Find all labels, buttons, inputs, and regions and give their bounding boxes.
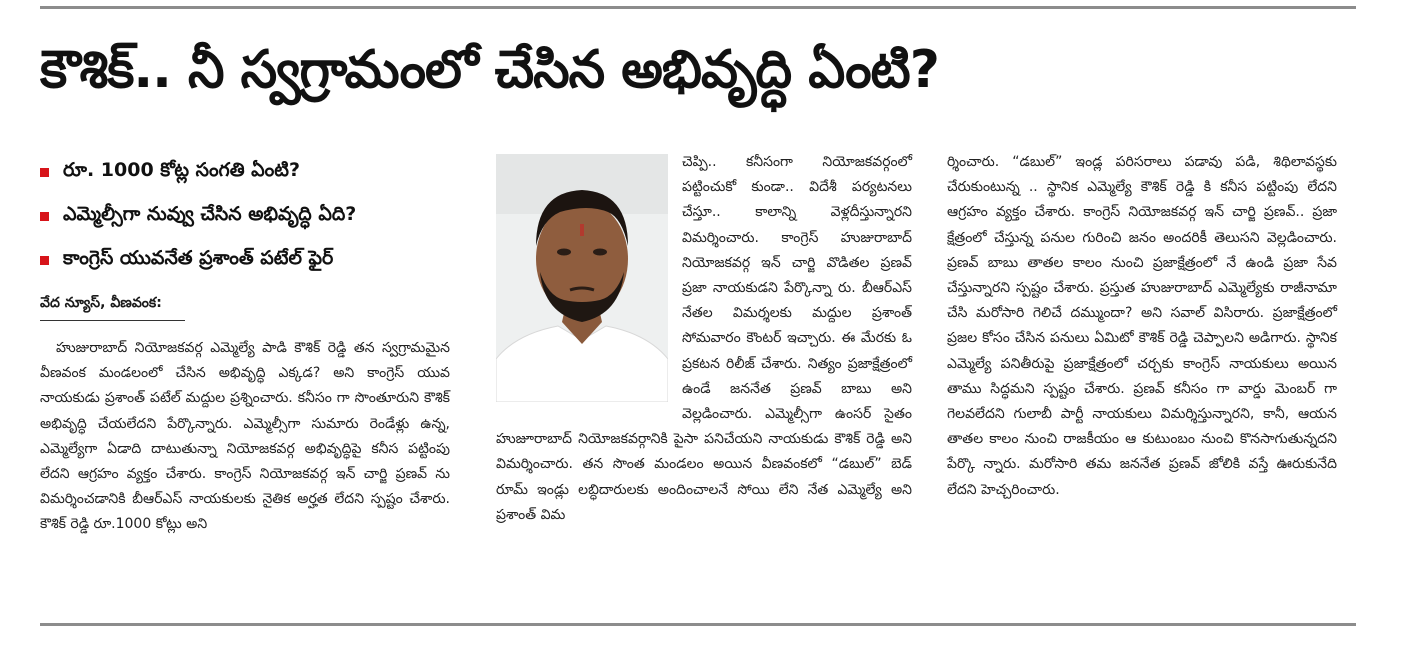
top-rule <box>40 6 1356 9</box>
red-square-bullet-icon <box>40 212 49 221</box>
subheadline-item <box>40 150 480 194</box>
subheadline-list <box>40 150 480 282</box>
article-column-1: హుజురాబాద్ నియోజకవర్గ ఎమ్మెల్యే పాడి కౌశిక్ రెడ్డి తన స్వగ్రామమైన వీణవంక మండలంలో చేసిన అభివృద్ధి ఎక్కడ? అని కాంగ్రెస్ యువ నాయకుడు ప్రశాంత్ పటేల్ మద్దుల ప్రశ్నించారు. కనీసం గా సొంతూరుని కౌశిక్ అభివృద్ధి చేయలేదని పేర్కొన్నారు. ఎమ్మెల్సీగా సుమారు రెండేళ్లు ఉన్న, ఎమ్మెల్యేగా ఏడాది దాటుతున్నా నియోజకవర్గ అభివృద్ధిపై కనీస పట్టింపు లేదని ఆగ్రహం వ్యక్తం చేశారు. కాంగ్రెస్ నియోజకవర్గ ఇన్ చార్జి ప్రణవ్ ను విమర్శించడానికి బీఆర్ఎస్ నాయకులకు నైతిక అర్హత లేదని స్పష్టం చేశారు. కౌశిక్ రెడ్డి రూ.1000 కోట్లు అని <box>40 340 450 533</box>
article-column-2-text: చెప్పి.. కనీసంగా నియోజకవర్గంలో పట్టించుకో కుండా.. విదేశీ పర్యటనలు చేస్తూ.. కాలాన్ని వెళ్లదీస్తున్నారని విమర్శించారు. కాంగ్రెస్ హుజురాబాద్ నియోజకవర్గ ఇన్ చార్జి వొడితల ప్రణవ్ ప్రజా నాయకుడని పేర్కొన్నా రు. బీఆర్ఎస్ నేతల విమర్శలకు మద్దుల ప్రశాంత్ సోమవారం కౌంటర్ ఇచ్చారు. ఈ మేరకు ఓ ప్రకటన రిలీజ్ చేశారు. నిత్యం ప్రజాక్షేత్రంలో ఉండే జననేత ప్రణవ్ బాబు అని వెల్లడించారు. ఎమ్మెల్సీగా ఉంసర్ సైతం హుజూరాబాద్ నియోజకవర్గానికి పైసా పనిచేయని నాయకుడు కౌశిక్ రెడ్డి అని విమర్శించారు. తన సొంత మండలం అయిన వీణవంకలో “డబుల్” బెడ్ రూమ్ ఇండ్లు లబ్ధిదారులకు అందించాలనే సోయి లేని నేత ఎమ్మెల్యే అని ప్రశాంత్ విమ <box>496 154 912 523</box>
subheadline-text: కాంగ్రెస్ యువనేత ప్రశాంత్ పటేల్ ఫైర్ <box>63 246 334 269</box>
subheadline-text: రూ. 1000 కోట్ల సంగతి ఏంటి? <box>63 158 301 181</box>
bottom-rule <box>40 623 1356 626</box>
subheadline-item <box>40 238 480 282</box>
red-square-bullet-icon <box>40 168 49 177</box>
person-portrait-icon <box>496 154 668 402</box>
headline: కౌశిక్.. నీ స్వగ్రామంలో చేసిన అభివృద్ధి ఏంటి? <box>40 40 939 100</box>
subheadline-text: ఎమ్మెల్సీగా నువ్వు చేసిన అభివృద్ధి ఏది? <box>63 202 357 225</box>
portrait-photo <box>496 154 668 402</box>
article-column-3: ర్శించారు. “డబుల్” ఇండ్ల పరిసరాలు పడావు పడి, శిథిలావస్థకు చేరుకుంటున్న .. స్థానిక ఎమ్మెల్యే కౌశిక్ రెడ్డి కి కనీస పట్టింపు లేదని ఆగ్రహం వ్యక్తం చేశారు. కాంగ్రెస్ నియోజకవర్గ ఇన్ చార్జి ప్రణవ్.. ప్రజా క్షేత్రంలో చేస్తున్న పనుల గురించి జనం అందరికీ తెలుసని వెల్లడించారు. ప్రణవ్ బాబు తాతల కాలం నుంచి ప్రజాక్షేత్రంలో నే ఉండి ప్రజా సేవ చేస్తున్నారని స్పష్టం చేశారు. ప్రస్తుత హుజురాబాద్ ఎమ్మెల్యేకు రాజీనామా చేసి మరోసారి గెలిచే దమ్ముందా? అని సవాల్ విసిరారు. ప్రజాక్షేత్రంలో ప్రజల కోసం చేసిన పనులు ఏమిటో కౌశిక్ రెడ్డి చెప్పాలని అడిగారు. స్థానిక ఎమ్మెల్యే పనితీరుపై ప్రజాక్షేత్రంలో చర్చకు కాంగ్రెస్ నాయకులు అయిన తాము సిద్ధమని స్పష్టం చేశారు. ప్రణవ్ కనీసం గా వార్డు మెంబర్ గా గెలవలేదని గులాబీ పార్టీ నాయకులు విమర్శిస్తున్నారని, కానీ, ఆయన తాతల కాలం నుంచి రాజకీయం ఆ కుటుంబం నుంచి కొనసాగుతున్నదని పేర్కొ న్నారు. మరోసారి తమ జననేత ప్రణవ్ జోలికి వస్తే ఊరుకునేది లేదని హెచ్చరించారు. <box>947 154 1337 498</box>
red-square-bullet-icon <box>40 256 49 265</box>
byline: వేద న్యూస్, వీణవంక: <box>40 295 185 321</box>
subheadline-item <box>40 194 480 238</box>
article-column-2 <box>496 150 912 528</box>
